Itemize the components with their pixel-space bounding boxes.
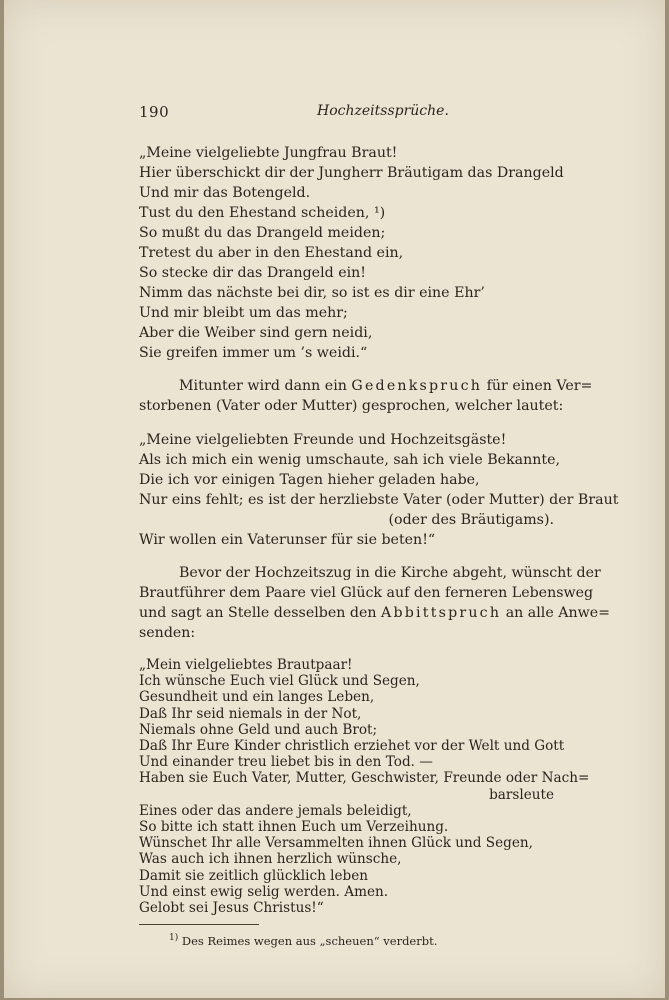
verse-line: Was auch ich ihnen herzlich wünsche, (139, 851, 402, 867)
paragraph-line: Brautführer dem Paare viel Glück auf den ferneren Lebensweg (139, 585, 594, 601)
emphasized-term: Gedenkspruch (351, 378, 483, 394)
verse-line: Niemals ohne Geld und auch Brot; (139, 722, 378, 738)
verse-line: Und mir das Botengeld. (139, 185, 311, 201)
paragraph-line: storbenen (Vater oder Mutter) gesprochen, welcher lautet: (139, 398, 564, 414)
paragraph-text: Mitunter wird dann ein (179, 378, 347, 394)
paragraph-text: für einen Ver= (486, 378, 593, 394)
verse-line: Sie greifen immer um ’s weidi.“ (139, 345, 368, 361)
verse-line: Wünschet Ihr alle Versammelten ihnen Glück und Segen, (139, 835, 533, 851)
footnote (169, 930, 437, 949)
emphasized-term: Abbittspruch (381, 605, 502, 621)
paragraph-line (179, 376, 593, 396)
verse-line: Eines oder das andere jemals beleidigt, (139, 803, 412, 819)
footnote-divider (139, 924, 259, 925)
verse-line: Gesundheit und ein langes Leben, (139, 689, 375, 705)
paragraph-line: senden: (139, 625, 196, 641)
verse-line: So mußt du das Drangeld meiden; (139, 225, 386, 241)
footnote-marker: 1) (169, 933, 179, 943)
verse-line: Und einst ewig selig werden. Amen. (139, 884, 389, 900)
verse-line: Hier überschickt dir der Jungherr Bräutigam das Drangeld (139, 165, 564, 181)
verse-line: Tretest du aber in den Ehestand ein, (139, 245, 404, 261)
footnote-text: Des Reimes wegen aus „scheuen“ verderbt. (181, 933, 438, 948)
verse-line: Haben sie Euch Vater, Mutter, Geschwister, Freunde oder Nach= (139, 770, 590, 786)
paragraph-line: Bevor der Hochzeitszug in die Kirche abgeht, wünscht der (179, 565, 601, 581)
verse-line: Die ich vor einigen Tagen hieher geladen habe, (139, 472, 480, 488)
running-title: Hochzeitssprüche. (317, 103, 449, 119)
verse-line: Als ich mich ein wenig umschaute, sah ich viele Bekannte, (139, 452, 561, 468)
page-header (139, 103, 549, 127)
verse-line: Daß Ihr Eure Kinder christlich erziehet vor der Welt und Gott (139, 738, 565, 754)
verse-line: Damit sie zeitlich glücklich leben (139, 868, 369, 884)
verse-line: Und mir bleibt um das mehr; (139, 305, 348, 321)
verse-line: Wir wollen ein Vaterunser für sie beten!“ (139, 532, 436, 548)
verse-line: So bitte ich statt ihnen Euch um Verzeihung. (139, 819, 449, 835)
verse-line: „Meine vielgeliebte Jungfrau Braut! (139, 145, 398, 161)
paragraph-line (139, 603, 611, 623)
verse-line: Aber die Weiber sind gern neidi, (139, 325, 373, 341)
verse-line: Daß Ihr seid niemals in der Not, (139, 706, 362, 722)
verse-line: barsleute (489, 787, 554, 803)
verse-line: „Meine vielgeliebten Freunde und Hochzeitsgäste! (139, 432, 507, 448)
verse-line: So stecke dir das Drangeld ein! (139, 265, 366, 281)
verse-line: „Mein vielgeliebtes Brautpaar! (139, 657, 353, 673)
verse-line: Ich wünsche Euch viel Glück und Segen, (139, 673, 420, 689)
page-number: 190 (139, 103, 170, 121)
paragraph-text: an alle Anwe= (505, 605, 611, 621)
verse-line: Nimm das nächste bei dir, so ist es dir eine Ehr’ (139, 285, 485, 301)
verse-line: Tust du den Ehestand scheiden, ¹) (139, 205, 386, 221)
verse-line: (oder des Bräutigams). (388, 512, 554, 528)
paragraph-text: und sagt an Stelle desselben den (139, 605, 377, 621)
verse-line: Gelobt sei Jesus Christus!“ (139, 900, 324, 916)
book-page (4, 0, 665, 998)
verse-line: Und einander treu liebet bis in den Tod. — (139, 754, 433, 770)
verse-line: Nur eins fehlt; es ist der herzliebste Vater (oder Mutter) der Braut (139, 492, 619, 508)
